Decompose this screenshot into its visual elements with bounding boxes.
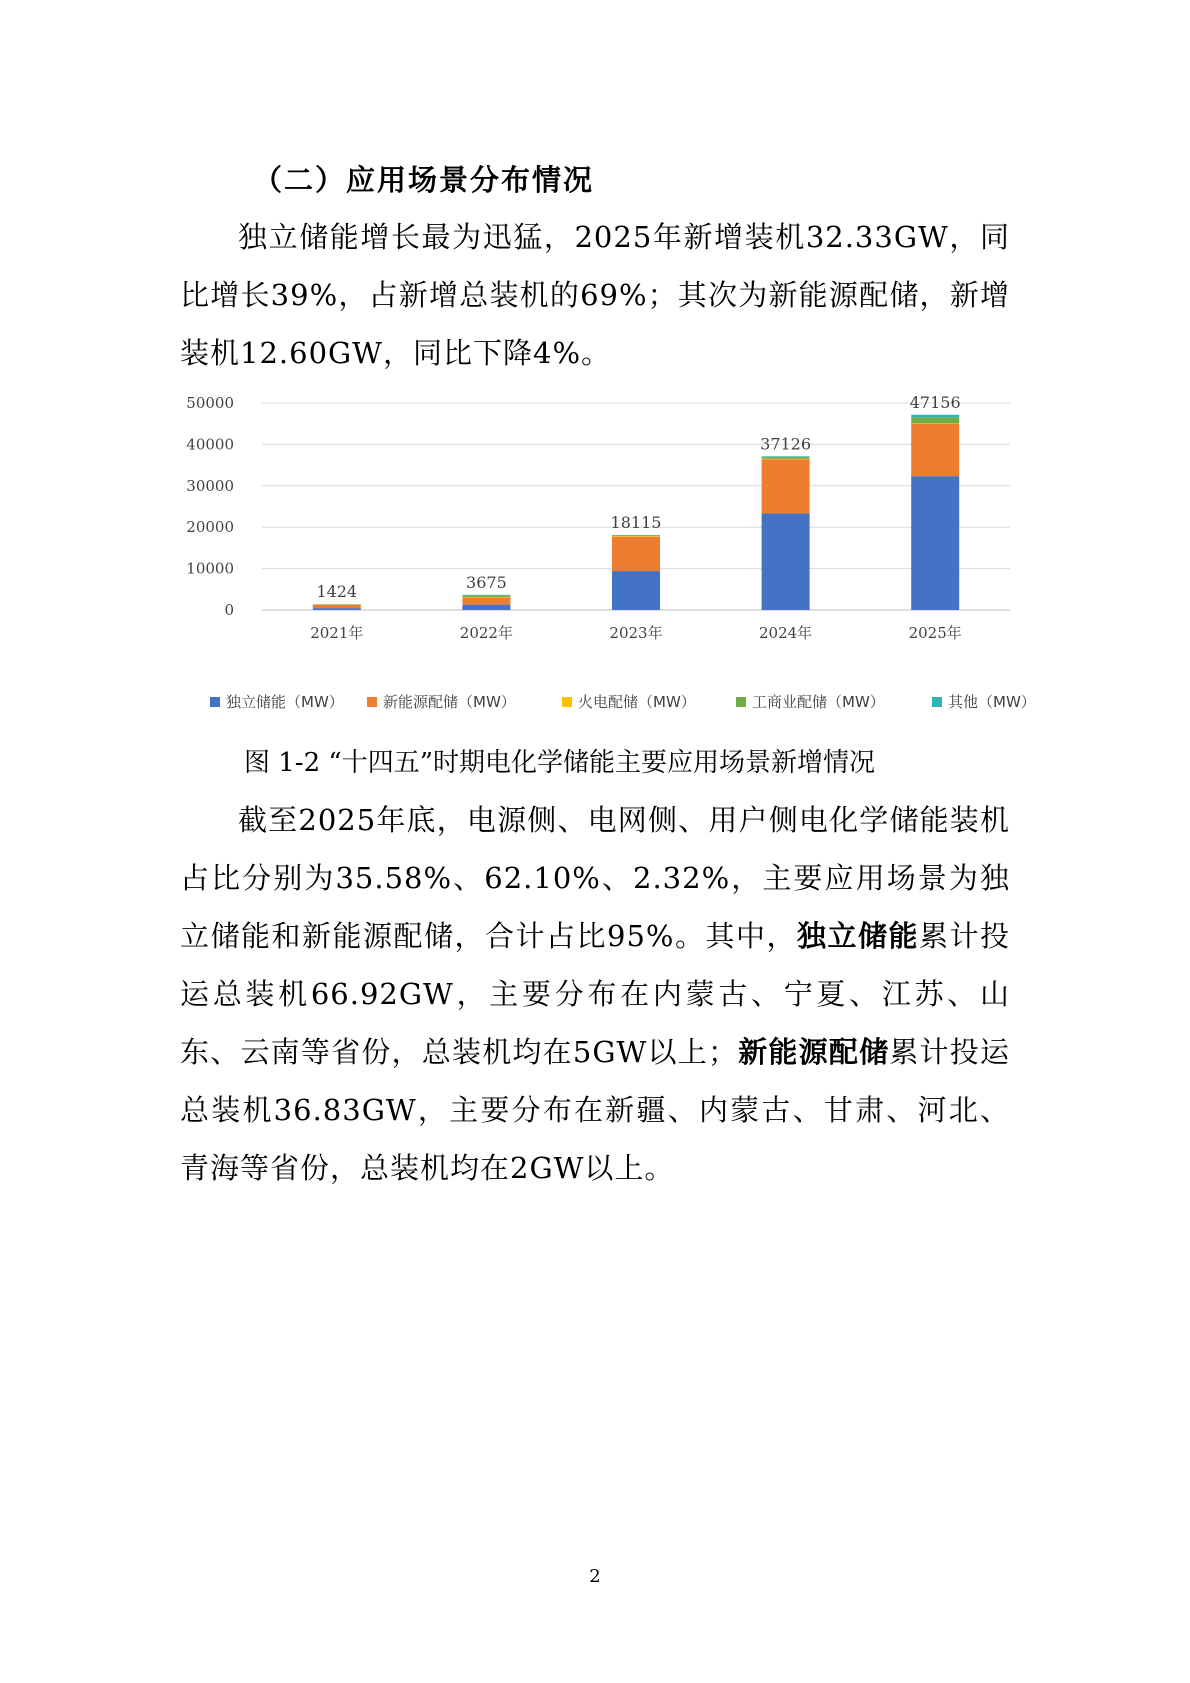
legend-label: 其他（MW） — [948, 693, 1036, 711]
paragraph-2-text — [180, 791, 1010, 1197]
bar-segment — [462, 595, 510, 597]
total-data-label: 3675 — [466, 572, 507, 592]
legend-label: 新能源配储（MW） — [383, 693, 516, 711]
bar-segment — [313, 605, 361, 608]
total-data-label: 18115 — [610, 513, 662, 533]
y-tick-label: 50000 — [186, 394, 234, 412]
x-tick-label: 2025年 — [908, 624, 962, 642]
y-tick-label: 10000 — [186, 559, 234, 578]
bar-segment — [612, 537, 660, 571]
bar-segment — [462, 597, 510, 598]
total-data-label: 47156 — [909, 392, 961, 412]
legend-swatch — [736, 697, 746, 707]
paragraph-2-part-1: 截至2025年底，电源侧、电网侧、用户侧电化学储能装机占比分别为35.58%、62.10%、2.32%，主要应用场景为独立储能和新能源配储，合计占比95%。其中， — [180, 803, 1010, 953]
legend-label: 工商业配储（MW） — [752, 693, 885, 711]
y-tick-label: 40000 — [186, 435, 234, 454]
y-tick-label: 20000 — [186, 518, 234, 537]
legend-label: 独立储能（MW） — [226, 693, 344, 711]
bold-term-renewable-storage: 新能源配储 — [737, 1035, 890, 1069]
bar-segment — [911, 424, 959, 476]
paragraph-2-part-2: 累计投运总装机66.92GW，主要分布在内蒙古、宁夏、江苏、山东、云南等省份，总装机均在5GW以上； — [180, 919, 1010, 1069]
bar-segment — [612, 571, 660, 610]
bar-segment — [462, 605, 510, 610]
bar-segment — [762, 459, 810, 513]
section-heading: （二）应用场景分布情况 — [253, 163, 595, 197]
bar-segment — [911, 423, 959, 424]
paragraph-1-text: 独立储能增长最为迅猛，2025年新增装机32.33GW，同比增长39%，占新增总装机的69%；其次为新能源配储，新增装机12.60GW，同比下降4%。 — [180, 220, 1010, 370]
legend-swatch — [932, 697, 942, 707]
x-tick-label: 2023年 — [609, 624, 663, 642]
x-tick-label: 2022年 — [459, 624, 513, 642]
legend-swatch — [367, 697, 377, 707]
bold-term-independent-storage: 独立储能 — [796, 919, 919, 953]
bar-segment — [911, 417, 959, 423]
bar-segment — [911, 415, 959, 417]
legend-label: 火电配储（MW） — [578, 693, 696, 711]
total-data-label: 37126 — [760, 434, 812, 454]
legend-swatch — [210, 697, 220, 707]
bar-segment — [762, 457, 810, 459]
bar-segment — [462, 598, 510, 605]
legend-swatch — [562, 697, 572, 707]
paragraph-2 — [180, 791, 1010, 1197]
bar-segment — [612, 535, 660, 536]
bar-segment — [612, 536, 660, 537]
bar-segment — [911, 476, 959, 610]
bar-segment — [762, 459, 810, 460]
total-data-label: 1424 — [316, 582, 358, 602]
page-number: 2 — [589, 1566, 601, 1587]
x-tick-label: 2024年 — [759, 624, 813, 642]
chart-svg — [180, 385, 1036, 730]
paragraph-2-part-3: 累计投运总装机36.83GW，主要分布在新疆、内蒙古、甘肃、河北、青海等省份，总装机均在2GW以上。 — [180, 1035, 1010, 1185]
figure-caption: 图 1-2 “十四五”时期电化学储能主要应用场景新增情况 — [244, 748, 875, 778]
stacked-bar-chart — [180, 385, 1036, 730]
x-tick-label: 2021年 — [310, 624, 364, 642]
paragraph-1 — [180, 208, 1010, 382]
bar-segment — [462, 595, 510, 596]
y-tick-label: 30000 — [186, 476, 234, 495]
bar-segment — [313, 608, 361, 610]
y-tick-label: 0 — [224, 601, 234, 619]
bar-segment — [762, 514, 810, 610]
bar-segment — [762, 456, 810, 457]
